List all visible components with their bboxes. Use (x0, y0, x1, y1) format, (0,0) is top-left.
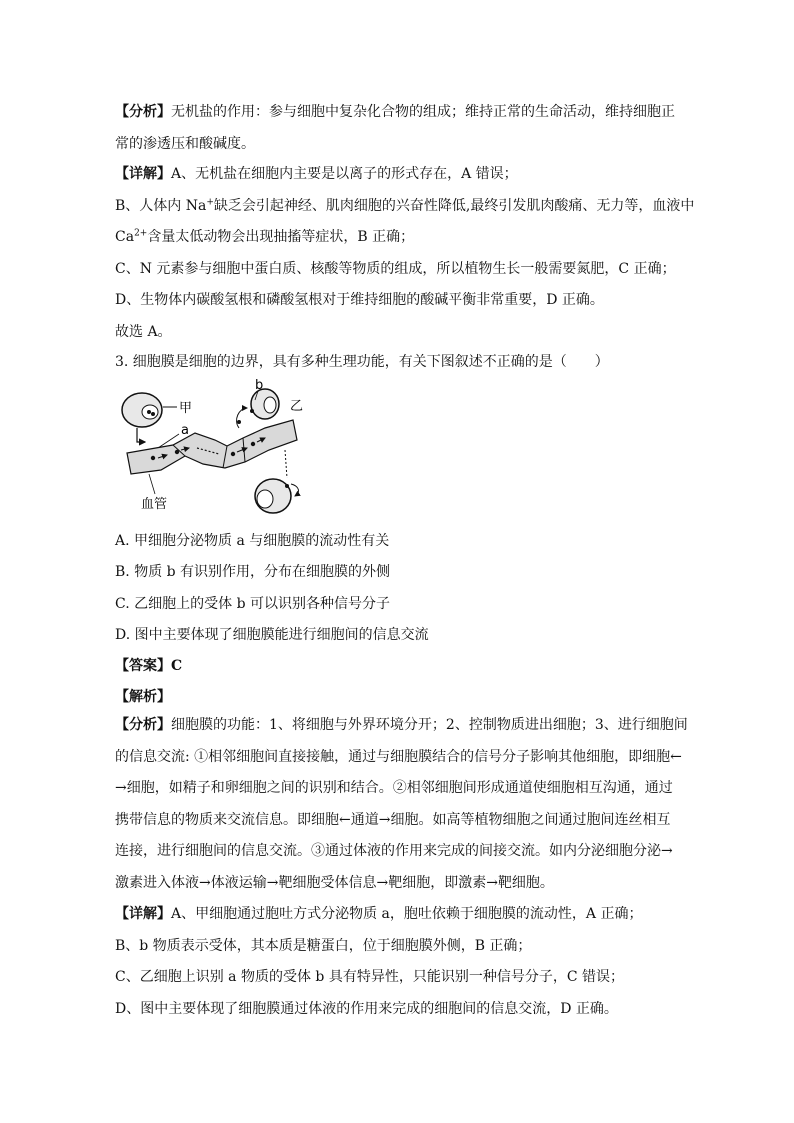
molecule-a (151, 456, 155, 460)
q2-detail-b2 (115, 222, 690, 254)
na-superscript: + (206, 196, 214, 207)
ca-superscript: 2+ (134, 228, 148, 239)
q3-option-c: C. 乙细胞上的受体 b 可以识别各种信号分子 (115, 596, 390, 612)
q3-detail-b: B、b 物质表示受体，其本质是糖蛋白，位于细胞膜外侧，B 正确； (115, 937, 532, 954)
molecule-a (237, 420, 241, 424)
dotted-transport-lower (285, 450, 287, 478)
cell-jia (122, 393, 162, 427)
cell-yi (251, 389, 279, 419)
q2-detail-d: D、生物体内碳酸氢根和磷酸氢根对于维持细胞的酸碱平衡非常重要，D 正确。 (115, 292, 604, 308)
q2-detail-b1-pre: B、人体内 Na (115, 197, 207, 214)
binding-arrow (237, 408, 247, 428)
q3-option-d: D. 图中主要体现了细胞膜能进行细胞间的信息交流 (115, 627, 429, 643)
q2-analysis-text1: 无机盐的作用：参与细胞中复杂化合物的组成；维持正常的生命活动，维持细胞正 (171, 104, 675, 120)
q3-explain-tag: 【解析】 (115, 689, 171, 705)
secretion-arrow (137, 428, 145, 442)
molecule-a (285, 484, 289, 488)
q3-detail-d: D、图中主要体现了细胞膜通过体液的作用来完成的细胞间的信息交流，D 正确。 (115, 1000, 618, 1017)
cell-signaling-diagram (115, 378, 325, 518)
blood-vessel (127, 420, 297, 474)
q3-analysis (115, 710, 690, 899)
q2-detail-b2-pre: Ca (115, 229, 135, 245)
q2-choose: 故选 A。 (115, 323, 172, 340)
target-cell-lower (255, 479, 291, 513)
q3-option-a: A. 甲细胞分泌物质 a 与细胞膜的流动性有关 (115, 533, 390, 549)
q3-detail-a (115, 899, 690, 931)
q2-detail-b1 (115, 191, 695, 223)
q2-detail-a (115, 159, 690, 191)
q2-detail (115, 159, 695, 348)
q2-detail-a-text: A、无机盐在细胞内主要是以离子的形式存在，A 错误； (171, 166, 518, 182)
q3-analysis-line2: 的信息交流: ①相邻细胞间直接接触，通过与细胞膜结合的信号分子影响其他细胞，即细胞← (115, 748, 682, 765)
q3-analysis-line3: →细胞，如精子和卵细胞之间的识别和结合。②相邻细胞间形成通道使细胞相互沟通，通过 (115, 780, 673, 796)
q2-detail-c: C、N 元素参与细胞中蛋白质、核酸等物质的组成，所以植物生长一般需要氮肥，C 正确； (115, 260, 676, 277)
receptor-molecule (250, 409, 254, 413)
molecule-a (251, 442, 255, 446)
analysis-tag: 【分析】 (115, 104, 171, 120)
q3-analysis-text1: 细胞膜的功能：1、将细胞与外界环境分开；2、控制物质进出细胞；3、进行细胞间 (171, 717, 688, 733)
label-a: a (181, 423, 189, 438)
q2-analysis (115, 97, 690, 160)
q3-answer: 【答案】C (115, 658, 183, 674)
q3-stem: 3. 细胞膜是细胞的边界，具有多种生理功能，有关下图叙述不正确的是（ ） (115, 354, 609, 370)
label-jia: 甲 (179, 401, 193, 416)
q2-analysis-line1 (115, 97, 690, 129)
q3-analysis-line1 (115, 710, 690, 742)
q3-analysis-line4: 携带信息的物质来交流信息。即细胞←通道→细胞。如高等植物细胞之间通过胞间连丝相互 (115, 811, 671, 828)
q3-analysis-line5: 连接，进行细胞间的信息交流。③通过体液的作用来完成的间接交流。如内分泌细胞分泌→ (115, 843, 673, 859)
binding-arrow-lower (291, 484, 298, 496)
label-vessel: 血管 (141, 497, 168, 512)
q3-detail-a-text: A、甲细胞通过胞吐方式分泌物质 a，胞吐依赖于细胞膜的流动性，A 正确； (171, 906, 643, 922)
q2-detail-b2-post: 含量太低动物会出现抽搐等症状，B 正确； (147, 229, 415, 245)
q3-detail (115, 899, 690, 1025)
label-b: b (255, 378, 264, 393)
molecule-a (175, 450, 179, 454)
label-yi: 乙 (290, 399, 304, 414)
q3-detail-c: C、乙细胞上识别 a 物质的受体 b 具有特异性，只能识别一种信号分子，C 错误； (115, 969, 624, 985)
analysis-tag: 【分析】 (115, 717, 171, 733)
q3-analysis-line6: 激素进入体液→体液运输→靶细胞受体信息→靶细胞，即激素→靶细胞。 (115, 874, 554, 891)
vessel-pointer (149, 474, 155, 494)
detail-tag: 【详解】 (115, 906, 171, 922)
q2-analysis-line2: 常的渗透压和酸碱度。 (115, 135, 255, 152)
detail-tag: 【详解】 (115, 166, 171, 182)
q2-detail-b1-post: 缺乏会引起神经、肌肉细胞的兴奋性降低,最终引发肌肉酸痛、无力等，血液中 (213, 197, 695, 214)
q3-option-b: B. 物质 b 有识别作用，分布在细胞膜的外侧 (115, 564, 391, 580)
molecule-a (231, 452, 235, 456)
